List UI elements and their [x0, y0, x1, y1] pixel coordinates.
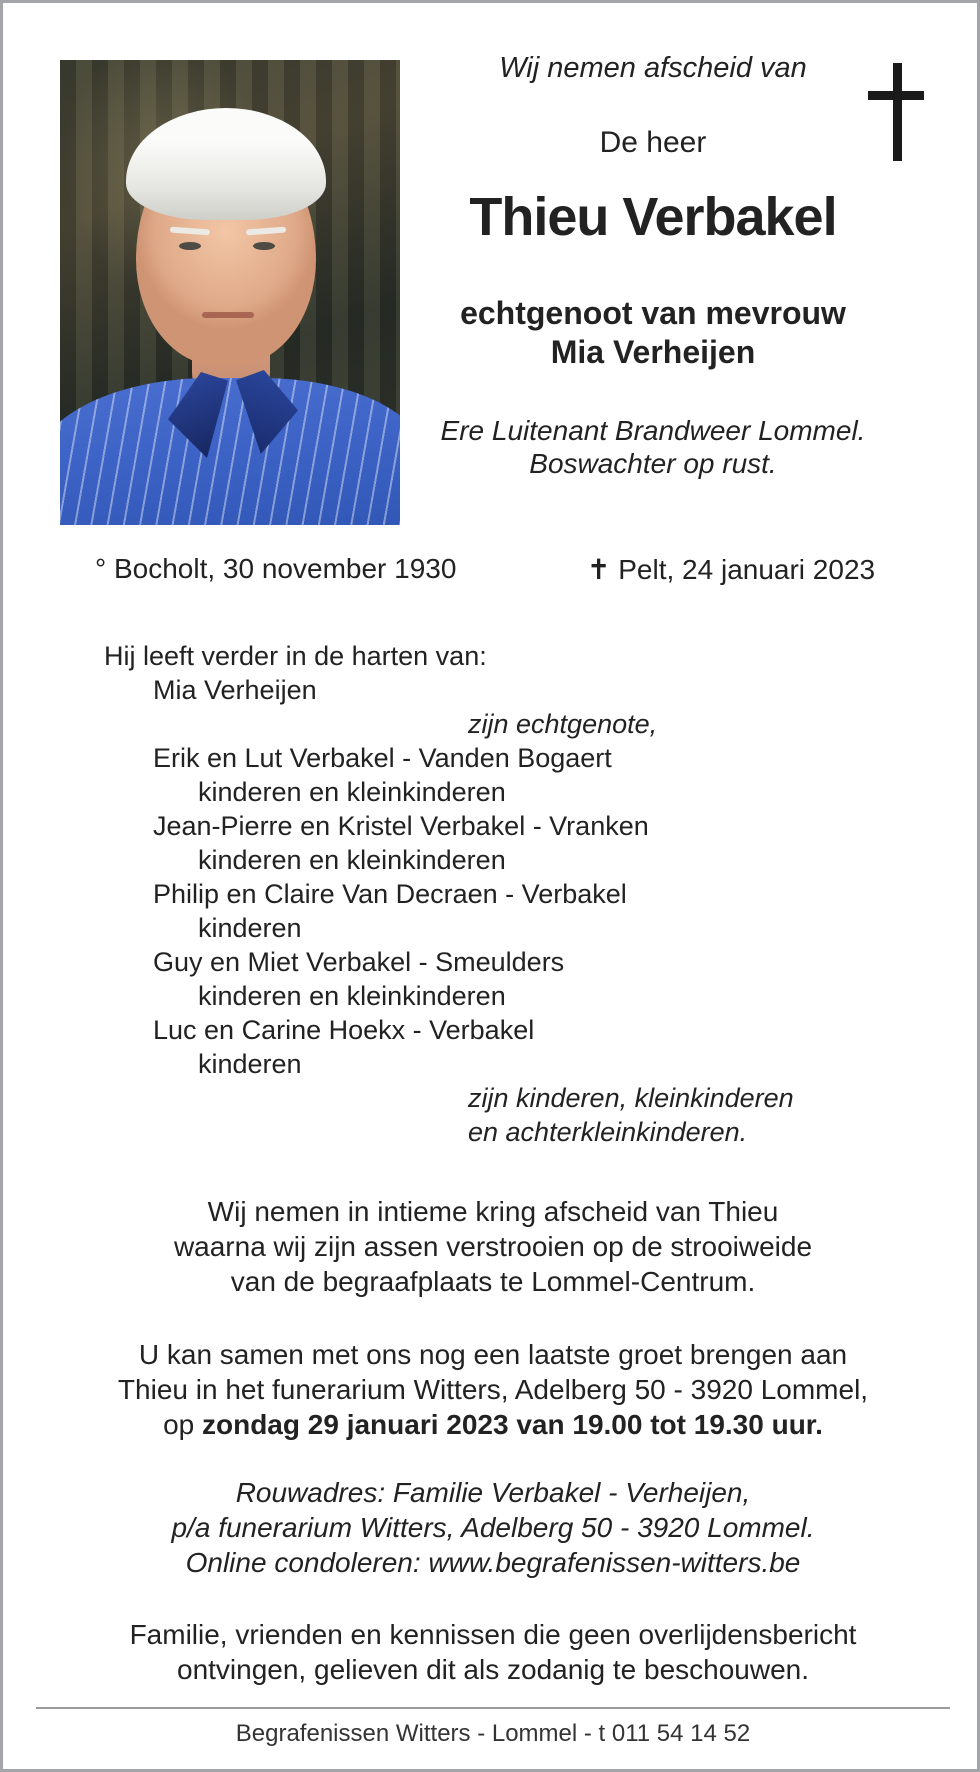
family-relation-note: zijn kinderen, kleinkinderen: [468, 1083, 794, 1113]
portrait-hair: [126, 108, 326, 220]
funeral-home-footer: Begrafenissen Witters - Lommel - t 011 54 14 52: [235, 1720, 751, 1747]
spouse-line: echtgenoot van mevrouw Mia Verheijen: [460, 295, 846, 370]
family-descendants: kinderen en kleinkinderen: [198, 981, 506, 1011]
salutation: De heer: [599, 126, 707, 159]
portrait-photo: [60, 60, 400, 525]
family-member: Philip en Claire Van Decraen - Verbakel: [153, 879, 627, 909]
deceased-name: Thieu Verbakel: [469, 187, 837, 247]
portrait-eye-right: [253, 242, 275, 250]
mourning-address: Rouwadres: Familie Verbakel - Verheijen, p/a funerarium Witters, Adelberg 50 - 3920 Lommel. Online condoleren: www.begrafenissen-witters.be: [3, 1475, 980, 1580]
portrait-shirt: [60, 378, 400, 525]
family-descendants: kinderen: [198, 1049, 302, 1079]
family-member: Mia Verheijen: [153, 675, 317, 705]
farewell-paragraph: Wij nemen in intieme kring afscheid van Thieu waarna wij zijn assen verstrooien op de strooiweide van de begraafplaats te Lommel-Centrum.: [173, 1196, 813, 1297]
dates-row: [3, 553, 980, 589]
family-member: Erik en Lut Verbakel - Vanden Bogaert: [153, 743, 612, 773]
family-member: Guy en Miet Verbakel - Smeulders: [153, 947, 565, 977]
header-column: [378, 51, 928, 480]
visitation-paragraph: U kan samen met ons nog een laatste groet brengen aan Thieu in het funerarium Witters, Adelberg 50 - 3920 Lommel, op zondag 29 januari 2023 van 19.00 tot 19.30 uur.: [117, 1339, 869, 1440]
portrait-mouth: [202, 312, 254, 318]
family-descendants: kinderen en kleinkinderen: [198, 777, 506, 807]
footer-divider: [36, 1707, 950, 1709]
family-member: Luc en Carine Hoekx - Verbakel: [153, 1015, 535, 1045]
family-list: [3, 639, 980, 1149]
condolence-website: Online condoleren: www.begrafenissen-witters.be: [185, 1547, 801, 1578]
notice-paragraph: Familie, vrienden en kennissen die geen overlijdensbericht ontvingen, gelieven dit als zodanig te beschouwen.: [129, 1619, 857, 1685]
family-member: Jean-Pierre en Kristel Verbakel - Vranken: [153, 811, 649, 841]
portrait-eye-left: [179, 242, 201, 250]
family-relation-note: zijn echtgenote,: [468, 709, 658, 739]
family-descendants: kinderen: [198, 913, 302, 943]
death-date: ✝ Pelt, 24 januari 2023: [587, 554, 876, 585]
visitation-datetime: zondag 29 januari 2023 van 19.00 tot 19.30 uur.: [202, 1409, 823, 1440]
family-descendants: kinderen en kleinkinderen: [198, 845, 506, 875]
family-intro: Hij leeft verder in de harten van:: [104, 641, 487, 671]
farewell-intro: Wij nemen afscheid van: [499, 52, 807, 84]
family-relation-note: en achterkleinkinderen.: [468, 1117, 748, 1147]
honors-line: Ere Luitenant Brandweer Lommel. Boswachter op rust.: [440, 415, 866, 479]
birth-date: ° Bocholt, 30 november 1930: [95, 553, 457, 584]
